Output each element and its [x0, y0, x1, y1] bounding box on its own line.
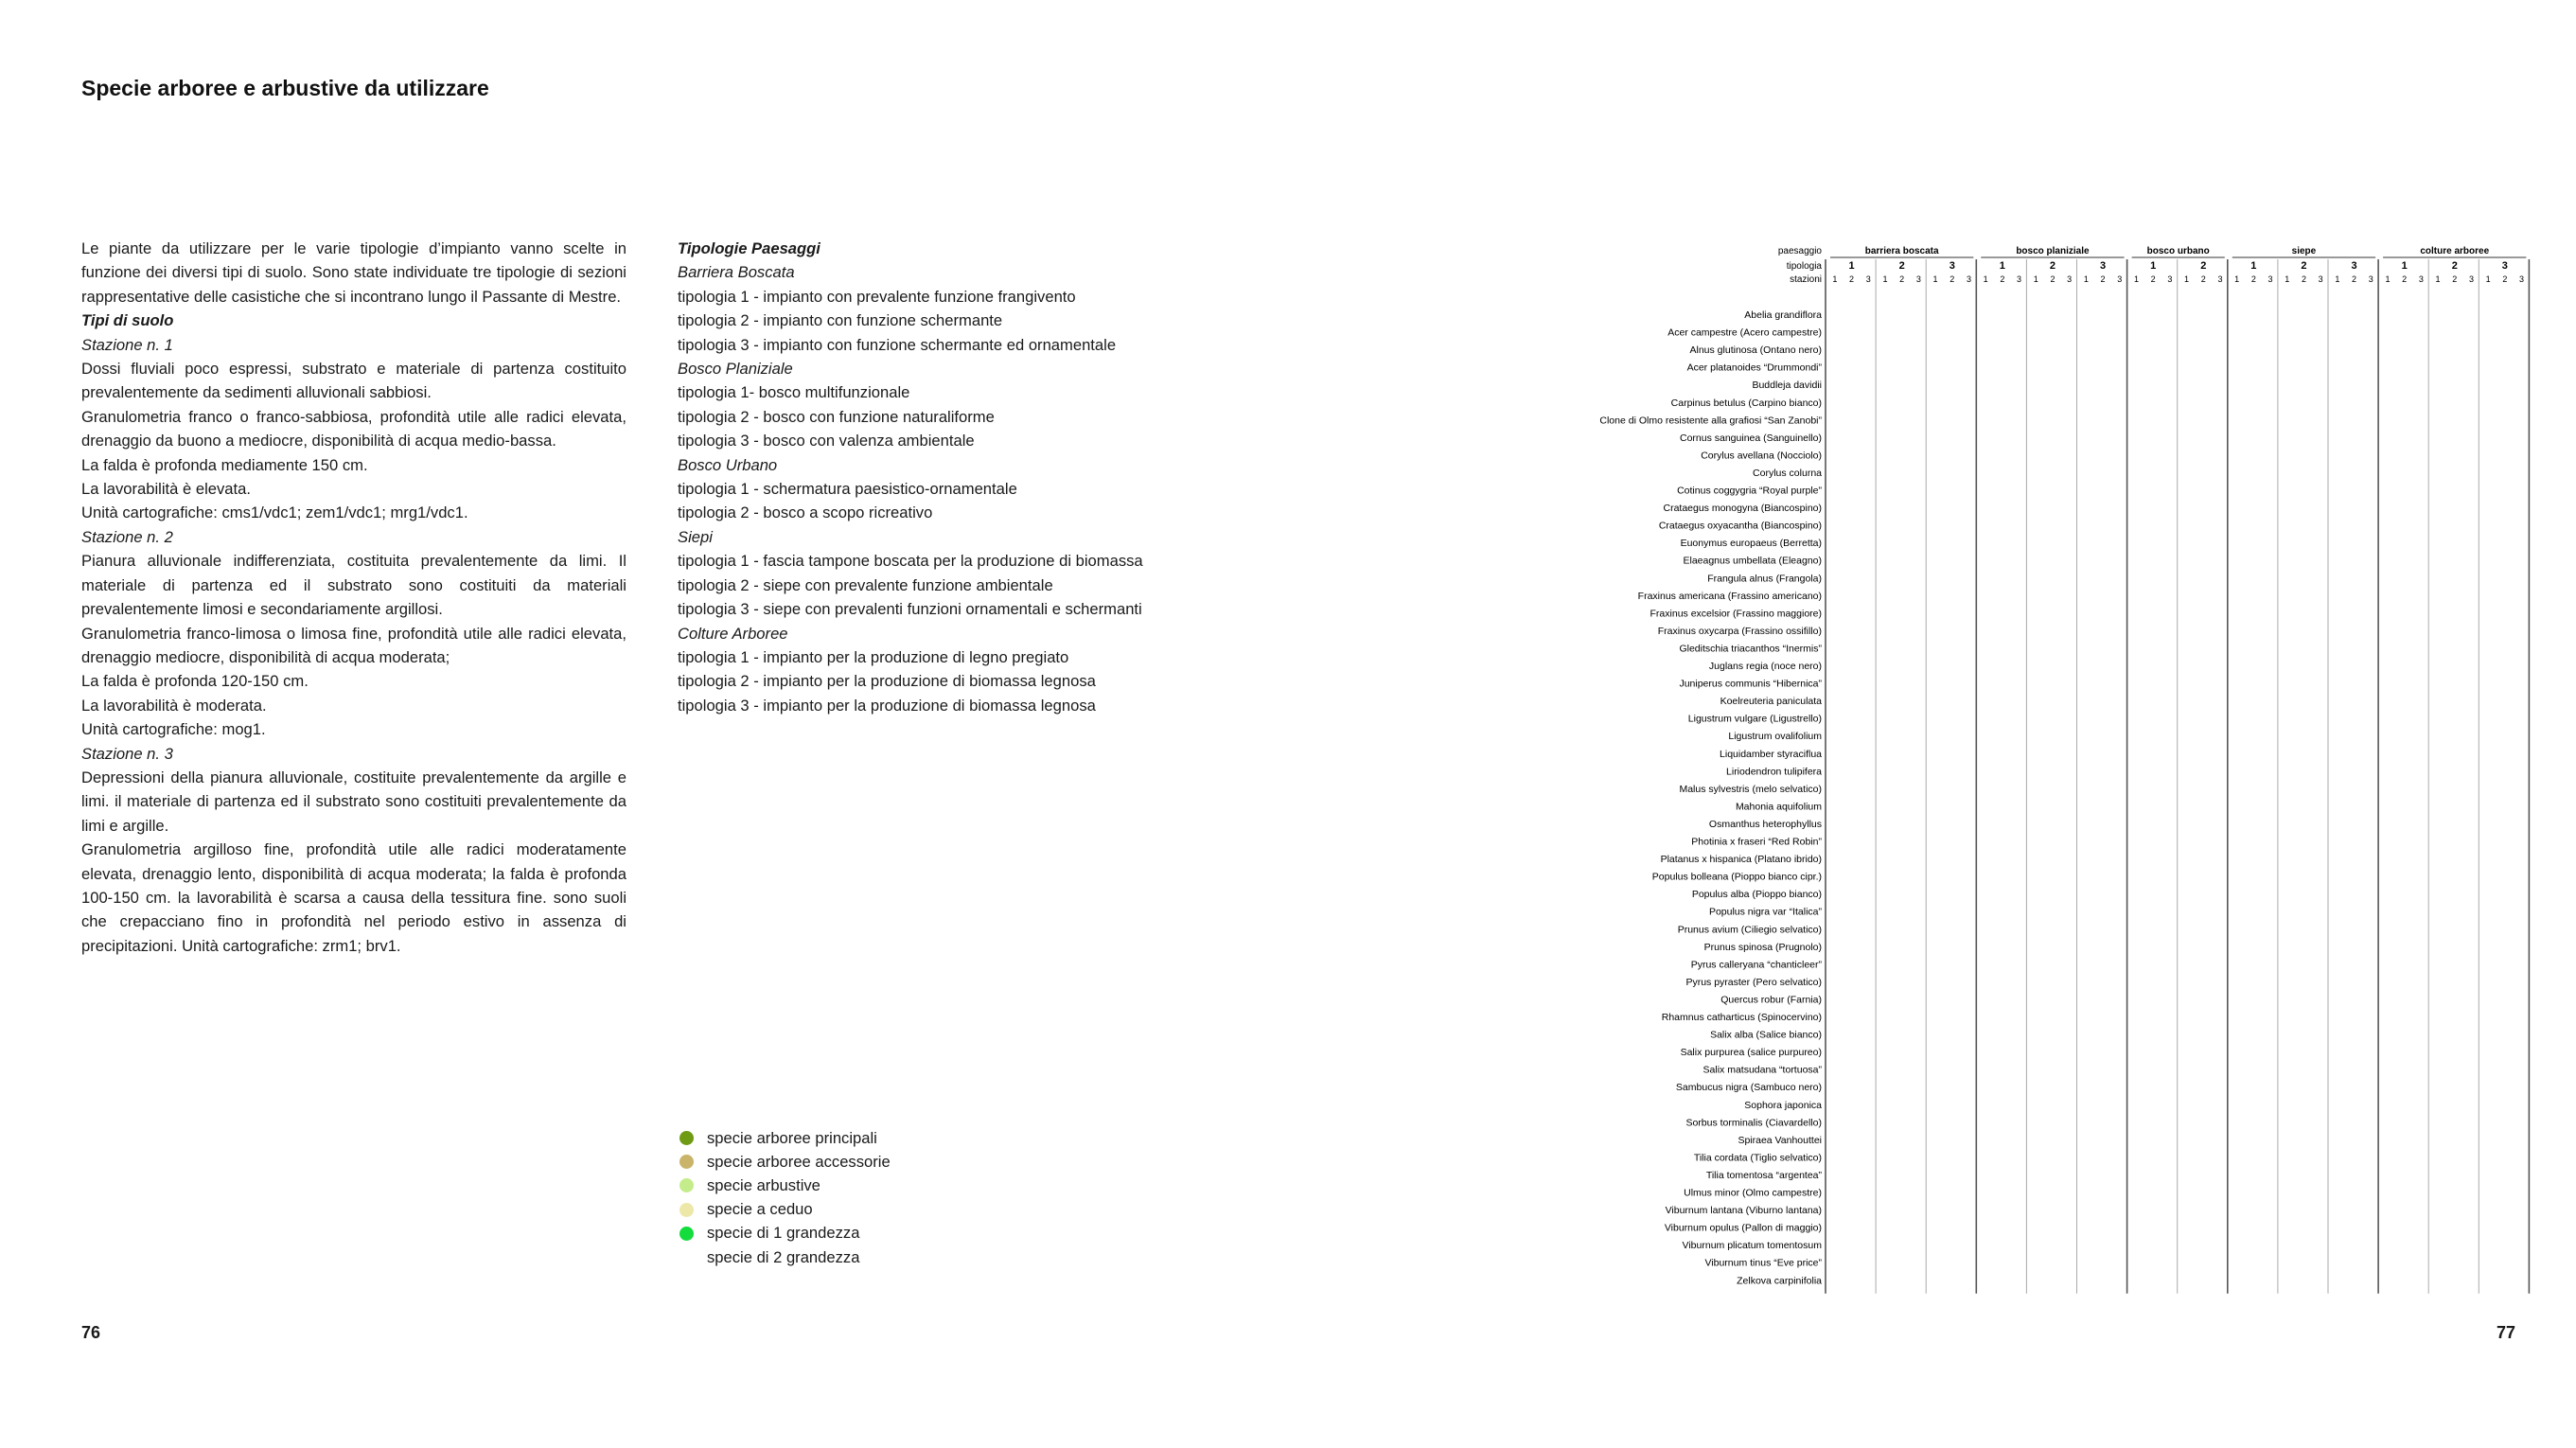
stazione-number: 2 [2250, 274, 2256, 284]
species-name: Prunus spinosa (Prugnolo) [1703, 941, 1822, 953]
species-name: Ligustrum vulgare (Ligustrello) [1687, 713, 1822, 725]
soil-heading: Tipi di suolo [81, 311, 174, 330]
landscape-heading: Bosco Planiziale [678, 360, 793, 379]
soil-paragraph: Unità cartografiche: mog1. [81, 720, 266, 739]
legend-swatch [679, 1131, 694, 1145]
soil-paragraph: Dossi fluviali poco espressi, substrato e materiale di partenza costituito prevalentemente da sedimenti alluvionali sabbiosi. [81, 360, 626, 402]
species-name: Buddleja davidii [1752, 380, 1822, 392]
species-name: Salix matsudana “tortuosa” [1703, 1064, 1822, 1076]
stazione-number: 2 [2100, 274, 2106, 284]
species-name: Cornus sanguinea (Sanguinello) [1679, 432, 1822, 444]
soil-paragraph: Granulometria franco-limosa o limosa fine, profondità utile alle radici elevata, drenaggio mediocre, disponibilità di acqua moderata; [81, 624, 626, 666]
species-name: Fraxinus americana (Frassino americano) [1637, 590, 1822, 602]
tipologia-number: 3 [1949, 260, 1955, 272]
species-name: Fraxinus excelsior (Frassino maggiore) [1650, 608, 1822, 620]
species-name: Pyrus pyraster (Pero selvatico) [1685, 976, 1822, 988]
legend-label: specie di 1 grandezza [707, 1224, 860, 1243]
legend-swatch [679, 1203, 694, 1217]
species-name: Viburnum plicatum tomentosum [1682, 1240, 1822, 1252]
species-name: Acer platanoides “Drummondi” [1686, 362, 1822, 374]
stazione-number: 1 [2435, 274, 2441, 284]
species-name: Crataegus oxyacantha (Biancospino) [1658, 520, 1822, 532]
species-name: Juglans regia (noce nero) [1708, 661, 1822, 672]
legend-label: specie di 2 grandezza [707, 1247, 860, 1266]
species-name: Sorbus torminalis (Ciavardello) [1685, 1117, 1822, 1129]
legend-label: specie arboree accessorie [707, 1152, 891, 1171]
page-title: Specie arboree e arbustive da utilizzare [81, 76, 489, 100]
legend-item [678, 1198, 891, 1222]
legend-item [678, 1126, 891, 1150]
species-name: Alnus glutinosa (Ontano nero) [1689, 344, 1822, 357]
species-name: Populus nigra var “Italica” [1708, 906, 1822, 918]
soil-paragraph: Granulometria franco o franco-sabbiosa, profondità utile alle radici elevata, drenaggio da buono a mediocre, disponibilità di acqua medio-bassa. [81, 407, 626, 450]
legend-item [678, 1150, 891, 1174]
landscape-paragraph: tipologia 1- bosco multifunzionale [678, 383, 910, 402]
legend-item [678, 1174, 891, 1197]
species-name: Acer campestre (Acero campestre) [1667, 327, 1822, 339]
species-name: Populus alba (Pioppo bianco) [1691, 889, 1822, 901]
soil-paragraph: La lavorabilità è moderata. [81, 696, 267, 715]
header-tipologia: tipologia [1786, 261, 1822, 272]
species-name: Frangula alnus (Frangola) [1707, 573, 1822, 585]
species-name: Crataegus monogyna (Biancospino) [1663, 503, 1822, 515]
landscape-paragraph: tipologia 2 - bosco con funzione naturaliforme [678, 407, 995, 426]
soil-heading: Stazione n. 3 [81, 744, 173, 763]
legend-label: specie arboree principali [707, 1128, 877, 1147]
stazione-number: 3 [2067, 274, 2073, 284]
group-header: bosco planiziale [2016, 246, 2090, 256]
species-name: Gleditschia triacanthos “Inermis” [1679, 643, 1822, 655]
species-name: Ulmus minor (Olmo campestre) [1684, 1187, 1822, 1199]
soil-paragraph: La lavorabilità è elevata. [81, 480, 251, 499]
tipologia-number: 3 [2351, 260, 2357, 272]
soil-paragraph: La falda è profonda mediamente 150 cm. [81, 455, 368, 474]
stazione-number: 3 [1966, 274, 1971, 284]
legend-label: specie a ceduo [707, 1200, 813, 1219]
landscape-paragraph: tipologia 1 - fascia tampone boscata per la produzione di biomassa [678, 552, 1143, 571]
species-name: Koelreuteria paniculata [1720, 696, 1822, 708]
stazione-number: 3 [2318, 274, 2323, 284]
legend-swatch [679, 1250, 694, 1264]
stazione-number: 2 [2452, 274, 2458, 284]
stazione-number: 3 [2217, 274, 2223, 284]
landscape-types-column [678, 237, 1245, 717]
landscape-paragraph: tipologia 3 - siepe con prevalenti funzioni ornamentali e schermanti [678, 600, 1142, 619]
stazione-number: 2 [2200, 274, 2206, 284]
tipologia-number: 2 [2049, 260, 2056, 272]
stazione-number: 2 [2000, 274, 2005, 284]
landscape-paragraph: tipologia 3 - impianto con funzione schermante ed ornamentale [678, 335, 1117, 354]
stazione-number: 2 [2352, 274, 2357, 284]
tipologia-number: 1 [2150, 260, 2157, 272]
soil-types-column [81, 237, 626, 958]
landscape-paragraph: tipologia 2 - bosco a scopo ricreativo [678, 503, 933, 522]
stazione-number: 2 [2402, 274, 2408, 284]
stazione-number: 3 [2368, 274, 2373, 284]
stazione-number: 1 [2234, 274, 2240, 284]
stazione-number: 1 [1932, 274, 1938, 284]
legend-item [678, 1222, 891, 1245]
species-name: Salix purpurea (salice purpureo) [1680, 1047, 1822, 1059]
stazione-number: 2 [2502, 274, 2508, 284]
species-name: Viburnum opulus (Pallon di maggio) [1664, 1222, 1822, 1234]
landscape-paragraph: tipologia 1 - schermatura paesistico-ornamentale [678, 480, 1017, 499]
tipologia-number: 1 [1999, 260, 2005, 272]
group-header: colture arboree [2420, 246, 2490, 256]
page-number-left: 76 [81, 1323, 101, 1342]
species-name: Carpinus betulus (Carpino bianco) [1670, 397, 1822, 409]
group-header: bosco urbano [2146, 246, 2210, 256]
tipologia-number: 1 [2401, 260, 2408, 272]
species-name: Pyrus calleryana “chanticleer” [1690, 959, 1822, 971]
stazione-number: 2 [2050, 274, 2056, 284]
soil-paragraph: Depressioni della pianura alluvionale, costituite prevalentemente da argille e limi. il materiale di partenza ed il substrato sono costituiti prevalentemente da limi e argille. [81, 768, 626, 835]
landscape-heading: Tipologie Paesaggi [678, 239, 820, 257]
species-name: Ligustrum ovalifolium [1728, 731, 1822, 743]
legend-label: specie arbustive [707, 1175, 820, 1194]
tipologia-number: 2 [2200, 260, 2207, 272]
landscape-paragraph: tipologia 2 - impianto con funzione schermante [678, 311, 1003, 330]
species-name: Prunus avium (Ciliegio selvatico) [1677, 924, 1822, 936]
stazione-number: 3 [2117, 274, 2123, 284]
stazione-number: 1 [2083, 274, 2089, 284]
landscape-paragraph: tipologia 1 - impianto per la produzione di legno pregiato [678, 647, 1069, 666]
page-number-right: 77 [2497, 1323, 2516, 1342]
stazione-number: 1 [1882, 274, 1888, 284]
tipologia-number: 1 [2250, 260, 2257, 272]
stazione-number: 2 [2150, 274, 2156, 284]
species-name: Clone di Olmo resistente alla grafiosi “San Zanobi” [1599, 415, 1822, 427]
soil-paragraph: Pianura alluvionale indifferenziata, costituita prevalentemente da limi. Il materiale di partenza ed il substrato sono costituiti da materiali prevalentemente limosi e secondariamente argillosi. [81, 552, 626, 619]
landscape-paragraph: tipologia 3 - impianto per la produzione di biomassa legnosa [678, 696, 1096, 715]
stazione-number: 3 [2468, 274, 2474, 284]
soil-paragraph: La falda è profonda 120-150 cm. [81, 672, 309, 691]
stazione-number: 1 [2285, 274, 2290, 284]
legend-swatch [679, 1227, 694, 1241]
landscape-heading: Siepi [678, 527, 713, 546]
species-name: Populus bolleana (Pioppo bianco cipr.) [1651, 871, 1822, 883]
species-name: Spiraea Vanhouttei [1738, 1134, 1822, 1146]
landscape-heading: Bosco Urbano [678, 455, 778, 474]
legend-item [678, 1245, 891, 1269]
species-table [1514, 240, 2555, 1319]
species-name: Tilia cordata (Tiglio selvatico) [1693, 1152, 1822, 1164]
species-name: Quercus robur (Farnia) [1720, 994, 1822, 1006]
species-name: Corylus colurna [1753, 467, 1822, 479]
stazione-number: 1 [2133, 274, 2139, 284]
group-header: barriera boscata [1864, 246, 1939, 256]
species-name: Juniperus communis “Hibernica” [1679, 678, 1822, 690]
species-name: Viburnum lantana (Viburno lantana) [1665, 1205, 1822, 1217]
group-header: siepe [2291, 246, 2317, 256]
species-name: Corylus avellana (Nocciolo) [1701, 450, 1822, 462]
stazione-number: 1 [1983, 274, 1988, 284]
species-name: Sambucus nigra (Sambuco nero) [1675, 1082, 1822, 1094]
landscape-heading: Barriera Boscata [678, 263, 795, 282]
header-paesaggio: paesaggio [1777, 246, 1822, 256]
legend-swatch [679, 1178, 694, 1192]
stazione-number: 1 [1832, 274, 1838, 284]
stazione-number: 1 [2485, 274, 2491, 284]
stazione-number: 1 [2335, 274, 2340, 284]
landscape-paragraph: tipologia 3 - bosco con valenza ambientale [678, 432, 975, 450]
stazione-number: 3 [2267, 274, 2273, 284]
stazione-number: 3 [2519, 274, 2525, 284]
soil-paragraph: Granulometria argilloso fine, profondità utile alle radici moderatamente elevata, drenaggio lento, disponibilità di acqua moderata; la falda è profonda 100-150 cm. la lavorabilità è scarsa a causa della tessitura fine. sono suoli che crepacciano fino in profondità nel periodo estivo in assenza di precipitazioni. Unità cartografiche: zrm1; brv1. [81, 840, 626, 955]
stazione-number: 3 [1915, 274, 1921, 284]
species-name: Cotinus coggygria “Royal purple” [1677, 485, 1822, 497]
landscape-paragraph: tipologia 2 - impianto per la produzione di biomassa legnosa [678, 672, 1096, 691]
species-name: Osmanthus heterophyllus [1708, 818, 1822, 830]
stazione-number: 3 [2017, 274, 2022, 284]
stazione-number: 1 [2184, 274, 2190, 284]
tipologia-number: 2 [1898, 260, 1905, 272]
species-name: Tilia tomentosa “argentea” [1705, 1169, 1822, 1181]
species-name: Platanus x hispanica (Platano ibrido) [1660, 854, 1822, 866]
stazione-number: 2 [1899, 274, 1905, 284]
species-name: Salix alba (Salice bianco) [1710, 1029, 1822, 1041]
landscape-heading: Colture Arboree [678, 624, 788, 643]
legend [678, 1126, 891, 1269]
stazione-number: 1 [2385, 274, 2391, 284]
tipologia-number: 3 [2501, 260, 2508, 272]
stazione-number: 2 [1849, 274, 1855, 284]
tipologia-number: 2 [2451, 260, 2458, 272]
stazione-number: 3 [1865, 274, 1871, 284]
header-stazioni: stazioni [1790, 274, 1822, 285]
species-name: Photinia x fraseri “Red Robin” [1691, 836, 1822, 848]
soil-heading: Stazione n. 2 [81, 527, 173, 546]
species-name: Liriodendron tulipifera [1726, 766, 1822, 778]
soil-paragraph: Unità cartografiche: cms1/vdc1; zem1/vdc1; mrg1/vdc1. [81, 503, 468, 522]
tipologia-number: 2 [2301, 260, 2307, 272]
tipologia-number: 1 [1848, 260, 1855, 272]
species-name: Elaeagnus umbellata (Eleagno) [1683, 555, 1822, 567]
tipologia-number: 3 [2099, 260, 2107, 272]
stazione-number: 3 [2167, 274, 2173, 284]
soil-heading: Stazione n. 1 [81, 335, 173, 354]
species-name: Fraxinus oxycarpa (Frassino ossifillo) [1657, 625, 1822, 637]
species-name: Zelkova carpinifolia [1737, 1275, 1822, 1287]
landscape-paragraph: tipologia 1 - impianto con prevalente funzione frangivento [678, 287, 1076, 306]
species-name: Rhamnus catharticus (Spinocervino) [1661, 1012, 1822, 1023]
stazione-number: 1 [2033, 274, 2038, 284]
soil-paragraph: Le piante da utilizzare per le varie tipologie d’impianto vanno scelte in funzione dei diversi tipi di suolo. Sono state individuate tre tipologie di sezioni rappresentative delle casistiche che si incontrano lungo il Passante di Mestre. [81, 239, 626, 306]
species-name: Sophora japonica [1744, 1099, 1822, 1111]
stazione-number: 2 [2301, 274, 2306, 284]
species-name: Mahonia aquifolium [1735, 801, 1822, 813]
species-name: Viburnum tinus “Eve price” [1704, 1257, 1822, 1269]
landscape-paragraph: tipologia 2 - siepe con prevalente funzione ambientale [678, 575, 1053, 594]
species-name: Euonymus europaeus (Berretta) [1680, 538, 1822, 550]
stazione-number: 3 [2418, 274, 2424, 284]
stazione-number: 2 [1950, 274, 1955, 284]
species-name: Abelia grandiflora [1744, 309, 1822, 321]
species-name: Liquidamber styraciflua [1720, 748, 1822, 760]
species-name: Malus sylvestris (melo selvatico) [1679, 783, 1822, 795]
legend-swatch [679, 1155, 694, 1169]
